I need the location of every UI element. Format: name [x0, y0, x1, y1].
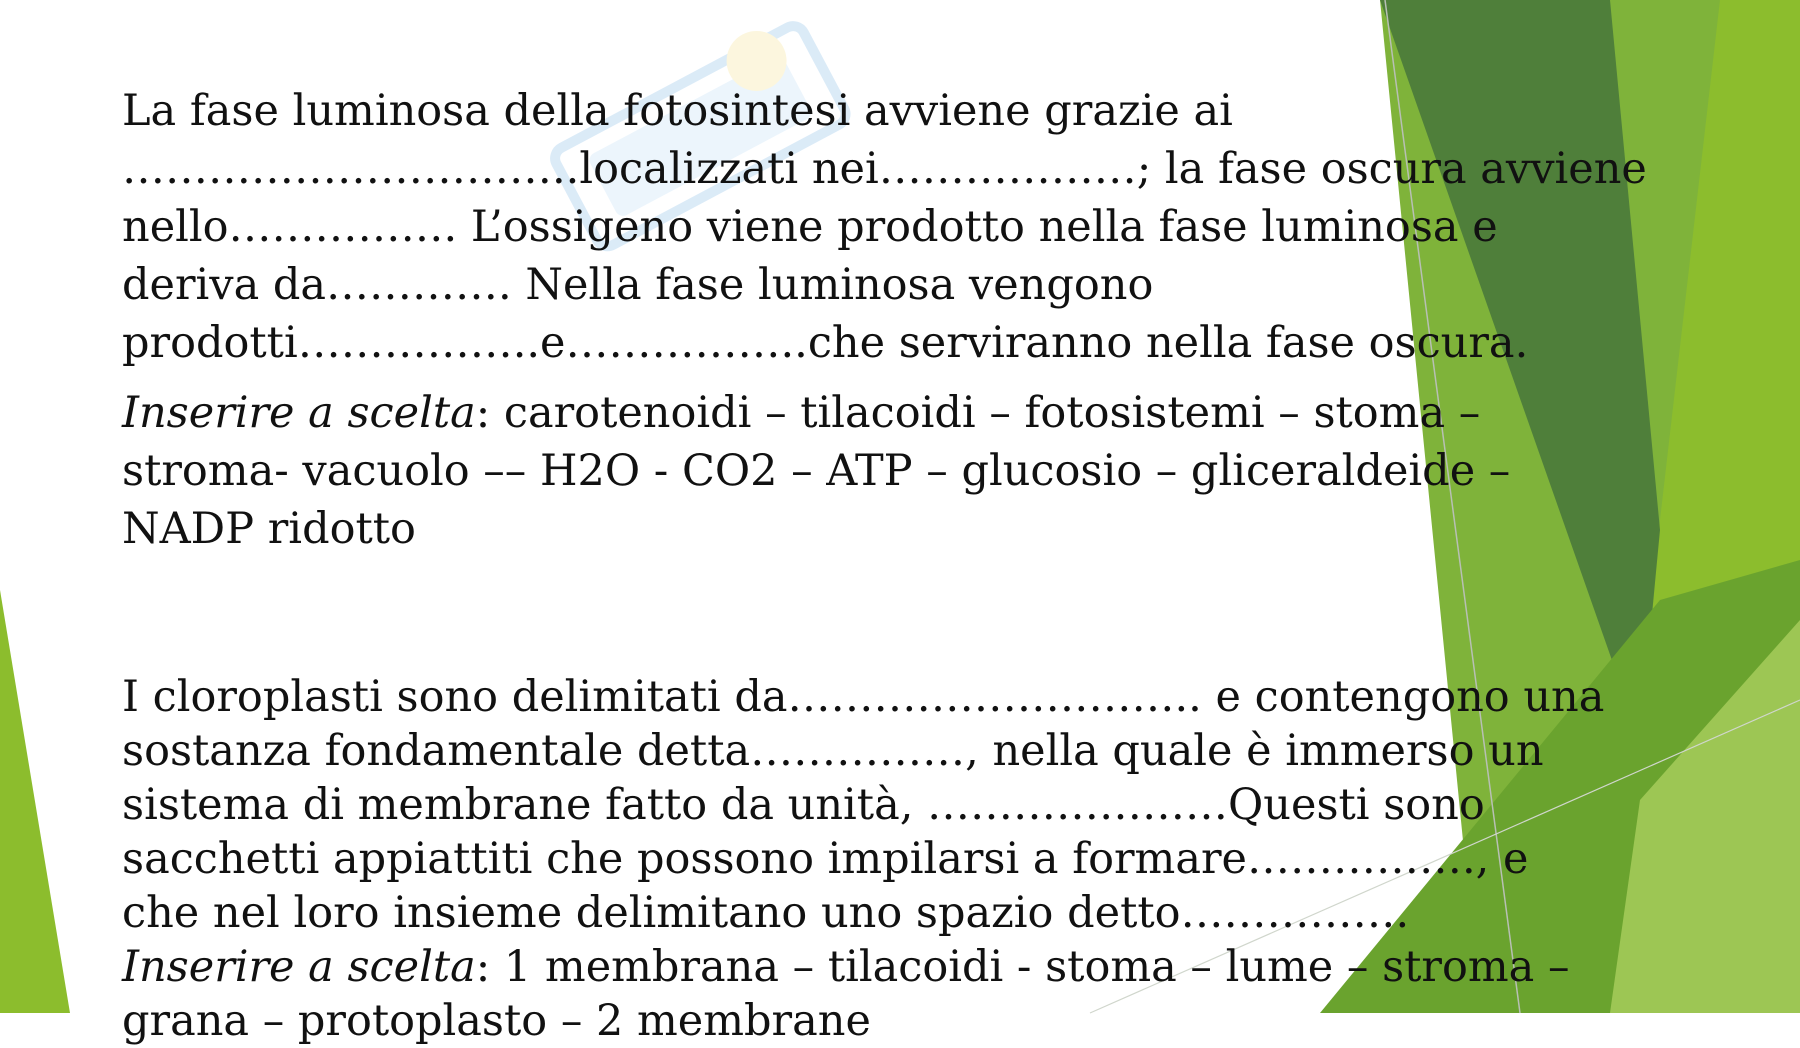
choices-label: Inserire a scelta: [122, 388, 476, 438]
choices-text: : carotenoidi – tilacoidi – fotosistemi – stoma –: [475, 388, 1481, 438]
slide-text: [122, 82, 1732, 1048]
exercise-1-choices-line: [122, 384, 1732, 442]
exercise-1-line: …………………………..localizzati nei………………; la fase oscura avviene: [122, 144, 1647, 194]
exercise-2-line: sistema di membrane fatto da unità, …………………Questi sono: [122, 780, 1485, 830]
choices-label: Inserire a scelta: [122, 942, 476, 992]
exercise-1-line: deriva da…………. Nella fase luminosa vengono: [122, 260, 1154, 310]
exercise-1-choices-line: stroma- vacuolo –– H2O - CO2 – ATP – glucosio – gliceraldeide –: [122, 446, 1511, 496]
exercise-2-line: che nel loro insieme delimitano uno spazio detto…………….: [122, 888, 1410, 938]
exercise-2-choices-line: grana – protoplasto – 2 membrane: [122, 996, 871, 1046]
exercise-2-line: I cloroplasti sono delimitati da……………………….. e contengono una: [122, 672, 1605, 722]
left-green-shape: [0, 590, 70, 1013]
exercise-1-line: La fase luminosa della fotosintesi avviene grazie ai: [122, 86, 1233, 136]
exercise-1-line: prodotti……………..e……………..che serviranno nella fase oscura.: [122, 318, 1529, 368]
exercise-2-line: sacchetti appiattiti che possono impilarsi a formare……………., e: [122, 834, 1529, 884]
exercise-1-choices-line: NADP ridotto: [122, 504, 416, 554]
exercise-1: [122, 82, 1732, 372]
exercise-1-line: nello……………. L’ossigeno viene prodotto nella fase luminosa e: [122, 202, 1498, 252]
exercise-2-choices-line: [122, 940, 1732, 994]
exercise-2: [122, 670, 1732, 1048]
exercise-2-line: sostanza fondamentale detta……………, nella quale è immerso un: [122, 726, 1544, 776]
exercise-1-choices: [122, 384, 1732, 558]
choices-text: : 1 membrana – tilacoidi - stoma – lume – stroma –: [475, 942, 1570, 992]
